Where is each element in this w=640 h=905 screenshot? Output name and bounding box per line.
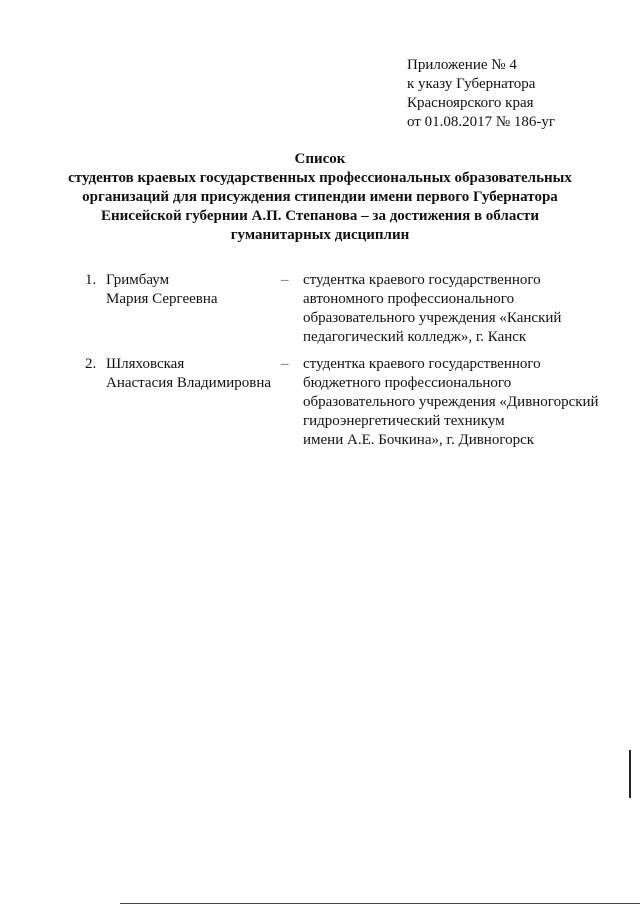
description-line: студентка краевого государственного [303, 356, 541, 372]
appendix-line-2: к указу Губернатора [407, 76, 536, 92]
description-line: автономного профессионального [303, 291, 515, 307]
appendix-line-4: от 01.08.2017 № 186-уг [407, 114, 556, 130]
entry-number: 1. [85, 272, 97, 288]
description-line: гидроэнергетический техникум [303, 413, 505, 429]
description-line: бюджетного профессионального [303, 375, 512, 391]
appendix-line-3: Красноярского края [407, 95, 534, 111]
student-description [303, 355, 599, 450]
description-line: образовательного учреждения «Канский [303, 310, 562, 326]
student-given-name: Мария Сергеевна [106, 291, 218, 307]
description-line: образовательного учреждения «Дивногорский [303, 394, 599, 410]
title-line-1: студентов краевых государственных профессиональных образовательных [68, 170, 572, 186]
title-heading: Список [294, 151, 346, 167]
student-surname: Шляховская [106, 356, 185, 372]
student-given-name: Анастасия Владимировна [106, 375, 271, 391]
appendix-header [407, 56, 555, 132]
student-description [303, 271, 561, 347]
document-title [40, 150, 600, 245]
student-name [106, 355, 271, 393]
scan-bottom-line [120, 903, 640, 904]
student-surname: Гримбаум [106, 272, 170, 288]
description-line: имени А.Е. Бочкина», г. Дивногорск [303, 432, 535, 448]
student-name [106, 271, 218, 309]
entry-dash: – [281, 356, 289, 372]
title-line-4: гуманитарных дисциплин [230, 227, 410, 243]
entry-dash: – [281, 272, 289, 288]
description-line: педагогический колледж», г. Канск [303, 329, 527, 345]
scan-edge-mark [629, 750, 631, 798]
title-line-2: организаций для присуждения стипендии имени первого Губернатора [82, 189, 558, 205]
title-line-3: Енисейской губернии А.П. Степанова – за достижения в области [100, 208, 540, 224]
appendix-line-1: Приложение № 4 [407, 57, 517, 73]
description-line: студентка краевого государственного [303, 272, 541, 288]
entry-number: 2. [85, 356, 97, 372]
